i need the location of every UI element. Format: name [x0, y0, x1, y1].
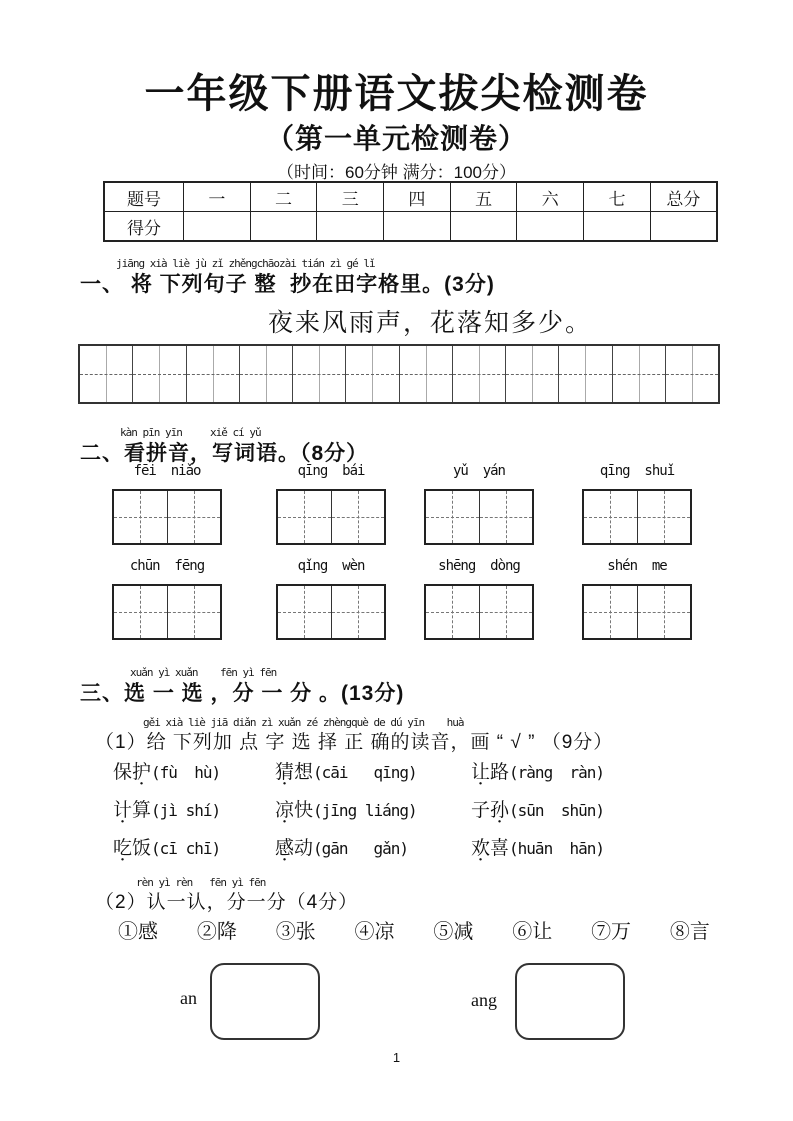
tianzige-cell	[167, 586, 221, 638]
pinyin-word-group	[112, 463, 222, 545]
pinyin-reading-options: (cāi qīng)	[313, 763, 417, 782]
tianzige-cell	[559, 346, 612, 402]
numbered-character: ④凉	[354, 921, 395, 943]
word-character: 喜	[490, 838, 510, 859]
dotted-character: 感	[275, 838, 295, 859]
dotted-word-item	[275, 795, 471, 822]
pinyin-word-group	[582, 558, 692, 640]
tianzige-cell	[331, 586, 385, 638]
pinyin-label: shén me	[607, 558, 667, 574]
dotted-character: 凉	[275, 800, 295, 821]
tianzige-cell	[346, 346, 399, 402]
pinyin-label: qīng bái	[297, 463, 365, 479]
score-header-cell: 二	[250, 182, 317, 212]
tianzige-cell	[506, 346, 559, 402]
answer-tianzige-box	[424, 489, 534, 545]
answer-tianzige-box	[582, 584, 692, 640]
score-row-label: 得分	[104, 212, 184, 242]
pinyin-word-group	[424, 463, 534, 545]
dotted-word-item	[113, 833, 275, 860]
score-header-cell: 总分	[650, 182, 717, 212]
tianzige-cell	[80, 346, 133, 402]
category-box-ang	[515, 963, 625, 1040]
pinyin-label: yǔ yán	[452, 463, 505, 479]
tianzige-cell	[479, 491, 533, 543]
tianzige-cell	[114, 491, 167, 543]
tianzige-cell	[584, 491, 637, 543]
q1-word-choices	[113, 757, 673, 860]
tianzige-copy-grid	[78, 344, 720, 404]
category-label-an: an	[180, 988, 197, 1008]
pinyin-word-group	[112, 558, 222, 640]
score-entry-cell	[650, 212, 717, 242]
dotted-character: 吃	[113, 838, 133, 859]
q1-pinyin: gěi xià liè jiā diǎn zì xuǎn zé zhèngquè de dú yīn huà	[143, 716, 464, 729]
tianzige-cell	[426, 586, 479, 638]
answer-tianzige-box	[276, 584, 386, 640]
tianzige-cell	[426, 491, 479, 543]
dotted-character: 护	[132, 762, 152, 783]
score-entry-cell	[384, 212, 451, 242]
page-number: 1	[392, 1050, 401, 1065]
pinyin-word-group	[424, 558, 534, 640]
dotted-character: 计	[113, 800, 133, 821]
score-entry-cell	[250, 212, 317, 242]
tianzige-cell	[666, 346, 718, 402]
word-character: 快	[294, 800, 314, 821]
section2-heading: 二、看拼音，写词语。（8分）	[80, 442, 369, 465]
pinyin-word-group	[276, 558, 386, 640]
dotted-word-item	[113, 757, 275, 784]
pinyin-reading-options: (sūn shūn)	[509, 801, 604, 820]
section3-heading: 三、选 一 选 ，分 一 分 。(13分)	[80, 682, 405, 705]
dotted-word-item	[471, 795, 673, 822]
answer-tianzige-box	[112, 489, 222, 545]
score-entry-cell	[184, 212, 251, 242]
word-character: 动	[294, 838, 314, 859]
numbered-character: ①感	[118, 921, 158, 943]
tianzige-cell	[637, 586, 691, 638]
pinyin-reading-options: (cī chī)	[151, 839, 221, 858]
q2-heading: （2）认一认，分一分（4分）	[95, 892, 359, 913]
numbered-character: ⑤减	[433, 921, 474, 943]
q2-character-list	[118, 915, 710, 944]
pinyin-word-group	[582, 463, 692, 545]
pinyin-label: shēng dòng	[438, 558, 520, 574]
answer-tianzige-box	[582, 489, 692, 545]
dotted-word-item	[471, 833, 673, 860]
section3-pinyin: xuǎn yì xuǎn fēn yì fēn	[130, 666, 277, 679]
tianzige-cell	[584, 586, 637, 638]
score-entry-cell	[517, 212, 584, 242]
word-character: 饭	[132, 838, 152, 859]
score-header-cell: 四	[384, 182, 451, 212]
dotted-character: 让	[471, 762, 491, 783]
pinyin-label: chūn fēng	[129, 558, 205, 574]
score-entry-cell	[450, 212, 517, 242]
tianzige-cell	[240, 346, 293, 402]
pinyin-word-group	[276, 463, 386, 545]
pinyin-word-row-1	[0, 463, 793, 555]
q1-heading: （1）给 下列加 点 字 选 择 正 确的读音，画 “ √ ” （9分）	[95, 732, 614, 753]
tianzige-cell	[114, 586, 167, 638]
dotted-word-item	[471, 757, 673, 784]
answer-tianzige-box	[112, 584, 222, 640]
dotted-word-item	[275, 757, 471, 784]
dotted-character: 猜	[275, 762, 295, 783]
tianzige-cell	[187, 346, 240, 402]
score-entry-cell	[317, 212, 384, 242]
score-header-cell: 三	[317, 182, 384, 212]
category-label-ang: ang	[471, 990, 497, 1010]
dotted-character: 欢	[471, 838, 491, 859]
tianzige-cell	[479, 586, 533, 638]
pinyin-word-row-2	[0, 558, 793, 650]
score-header-cell: 五	[450, 182, 517, 212]
pinyin-reading-options: (fù hù)	[151, 763, 221, 782]
tianzige-cell	[453, 346, 506, 402]
dotted-word-item	[113, 795, 275, 822]
pinyin-reading-options: (ràng ràn)	[509, 763, 604, 782]
tianzige-cell	[293, 346, 346, 402]
numbered-character: ⑧言	[669, 921, 710, 943]
tianzige-cell	[331, 491, 385, 543]
section1-heading: 一、 将 下列句子 整 抄在田字格里。(3分)	[80, 273, 495, 296]
time-score-line: （时间：60分钟 满分：100分）	[277, 163, 516, 182]
tianzige-cell	[278, 491, 331, 543]
page-subtitle: （第一单元检测卷）	[265, 123, 527, 154]
dotted-word-item	[275, 833, 471, 860]
pinyin-reading-options: (jì shí)	[151, 801, 221, 820]
pinyin-label: fēi niǎo	[133, 463, 201, 479]
numbered-character: ③张	[275, 921, 316, 943]
answer-tianzige-box	[424, 584, 534, 640]
q2-pinyin: rèn yì rèn fēn yì fēn	[136, 876, 266, 889]
numbered-character: ⑥让	[512, 921, 553, 943]
score-header-cell: 七	[584, 182, 651, 212]
word-character: 算	[132, 800, 152, 821]
tianzige-cell	[167, 491, 221, 543]
dotted-character: 孙	[490, 800, 510, 821]
copy-sentence: 夜来风雨声，花落知多少。	[267, 310, 592, 337]
word-character: 路	[490, 762, 510, 783]
score-header-label: 题号	[104, 182, 184, 212]
word-character: 保	[113, 762, 133, 783]
word-character: 想	[294, 762, 314, 783]
tianzige-cell	[278, 586, 331, 638]
score-table	[103, 181, 718, 242]
category-box-an	[210, 963, 320, 1040]
section1-pinyin: jiāng xià liè jù zǐ zhěngchāozài tián zì gé lǐ	[116, 257, 375, 270]
tianzige-cell	[613, 346, 666, 402]
word-character: 子	[471, 800, 491, 821]
numbered-character: ⑦万	[591, 921, 632, 943]
score-header-cell: 一	[184, 182, 251, 212]
numbered-character: ②降	[196, 921, 237, 943]
page-title: 一年级下册语文拔尖检测卷	[144, 72, 649, 116]
pinyin-label: qīng shuǐ	[599, 463, 675, 479]
tianzige-cell	[637, 491, 691, 543]
pinyin-label: qǐng wèn	[297, 558, 365, 574]
tianzige-cell	[400, 346, 453, 402]
pinyin-reading-options: (jīng liáng)	[313, 801, 417, 820]
section2-pinyin: kàn pīn yīn xiě cí yǔ	[120, 426, 261, 439]
tianzige-cell	[133, 346, 186, 402]
pinyin-reading-options: (gān gǎn)	[313, 839, 408, 858]
pinyin-reading-options: (huān hān)	[509, 839, 604, 858]
score-entry-cell	[584, 212, 651, 242]
score-header-cell: 六	[517, 182, 584, 212]
answer-tianzige-box	[276, 489, 386, 545]
